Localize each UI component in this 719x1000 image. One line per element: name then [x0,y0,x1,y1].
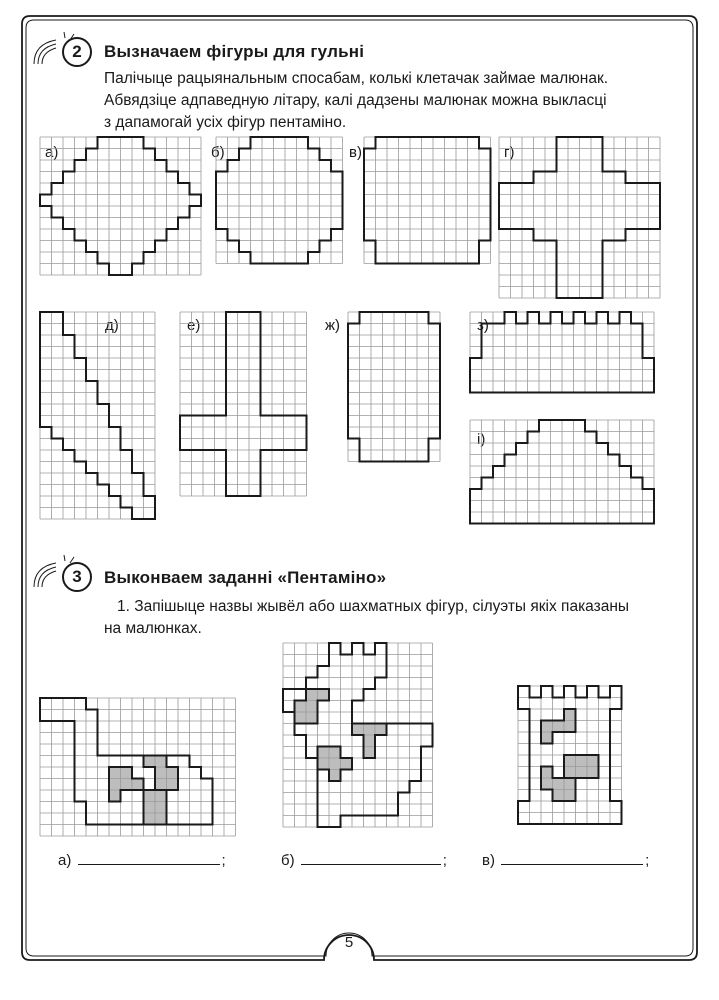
shaded-cell [167,779,179,791]
answer-b-label: б) [281,852,295,869]
answer-a-line[interactable] [78,863,220,865]
shaded-cell [329,747,341,759]
answer-b-end: ; [442,852,447,869]
figure-z [469,311,655,394]
shaded-cell [155,813,167,825]
section-2-line-2: Абвядзіце адпаведную літару, калі дадзены малюнак можна выкласці [104,92,607,109]
shaded-cell [564,755,576,767]
shaded-cell [329,770,341,782]
shaded-cell [295,712,307,724]
grid-lines [40,137,201,275]
section-2-title: Вызначаем фігуры для гульні [104,42,365,61]
figure-outline [364,137,491,264]
grid-lines [499,137,660,298]
figure-g-label: г) [504,144,515,161]
shaded-cell [564,767,576,779]
shaded-cell [364,724,376,736]
shaded-cell [144,756,156,768]
shaded-cell [167,767,179,779]
shaded-cell [109,767,121,779]
answer-v-end: ; [645,852,650,869]
shaded-cell [109,790,121,802]
figure-i-label: і) [477,431,486,448]
shaded-cell [375,724,387,736]
pentomino-figure-a [39,697,237,837]
grid-lines [216,137,343,264]
shaded-cell [155,802,167,814]
figure-a [39,136,202,276]
figure-a-label: а) [45,144,59,161]
section-2-line-1: Палічыце рацыянальным спосабам, колькі клетачак займае малюнак. [104,70,609,87]
shaded-cell [341,758,353,770]
shaded-cell [576,755,588,767]
shaded-cell [144,790,156,802]
figure-b-label: б) [211,144,225,161]
section-3-line-2: на малюнках. [104,620,202,637]
shaded-cell [329,758,341,770]
grid-lines [40,312,155,519]
figure-g [498,136,661,299]
shaded-cell [564,790,576,802]
shaded-cell [587,755,599,767]
shaded-cell [155,767,167,779]
shaded-cell [295,701,307,713]
shaded-cell [144,813,156,825]
shaded-cell [564,721,576,733]
pentomino-figure-b [282,642,434,828]
answer-v-label: в) [482,852,495,869]
grid-lines [470,420,654,524]
shaded-cell [155,756,167,768]
figure-v-label: в) [349,144,362,161]
shaded-cell [155,779,167,791]
figure-e-label: е) [187,317,201,334]
grid-lines [180,312,307,496]
shaded-cell [364,735,376,747]
figure-z-label: з) [477,317,489,334]
shaded-cell [318,689,330,701]
shaded-cell [553,790,565,802]
shaded-cell [541,721,553,733]
shaded-cell [109,779,121,791]
shaded-cell [364,747,376,759]
figure-zh [347,311,441,463]
section-2-badge: 2 [62,37,92,67]
answer-v-line[interactable] [501,863,643,865]
figure-outline [216,137,343,264]
shaded-cell [121,779,133,791]
shaded-cell [132,779,144,791]
shaded-cell [318,747,330,759]
section-3-line-1: 1. Запішыце назвы жывёл або шахматных фігур, сілуэты якіх паказаны [117,598,630,615]
shaded-cell [564,778,576,790]
page-number: 5 [344,934,354,951]
shaded-cell [306,689,318,701]
grid-lines [40,698,236,836]
shaded-cell [553,778,565,790]
figure-e [179,311,308,497]
figure-zh-label: ж) [325,317,341,334]
answer-b-line[interactable] [301,863,441,865]
answer-v [482,852,649,869]
shaded-cell [587,767,599,779]
shaded-cell [306,701,318,713]
answer-b [281,852,447,869]
answer-a-label: а) [58,852,72,869]
figure-d-label: д) [105,317,119,334]
section-3-title: Выконваем заданні «Пентаміно» [104,568,387,587]
shaded-cell [553,721,565,733]
shaded-cell [144,802,156,814]
figure-outline [40,698,213,825]
shaded-cell [155,790,167,802]
section-3-badge: 3 [62,562,92,592]
shaded-cell [564,709,576,721]
shaded-cell [541,767,553,779]
section-2-text [104,68,674,134]
grid-lines [364,137,491,264]
section-3-text [104,596,677,640]
shaded-cell [541,778,553,790]
figure-i [469,419,655,525]
shaded-cell [541,732,553,744]
shaded-cell [306,712,318,724]
answer-a-end: ; [221,852,226,869]
shaded-cell [318,758,330,770]
figure-v [363,136,492,265]
shaded-cell [576,767,588,779]
answer-a [58,852,226,869]
grid-lines [348,312,440,462]
section-2-line-3: з дапамогай усіх фігур пентаміно. [104,114,347,131]
shaded-cell [121,767,133,779]
figure-d [39,311,156,520]
figure-b [215,136,344,265]
pentomino-figure-v [517,685,623,825]
shaded-cell [352,724,364,736]
